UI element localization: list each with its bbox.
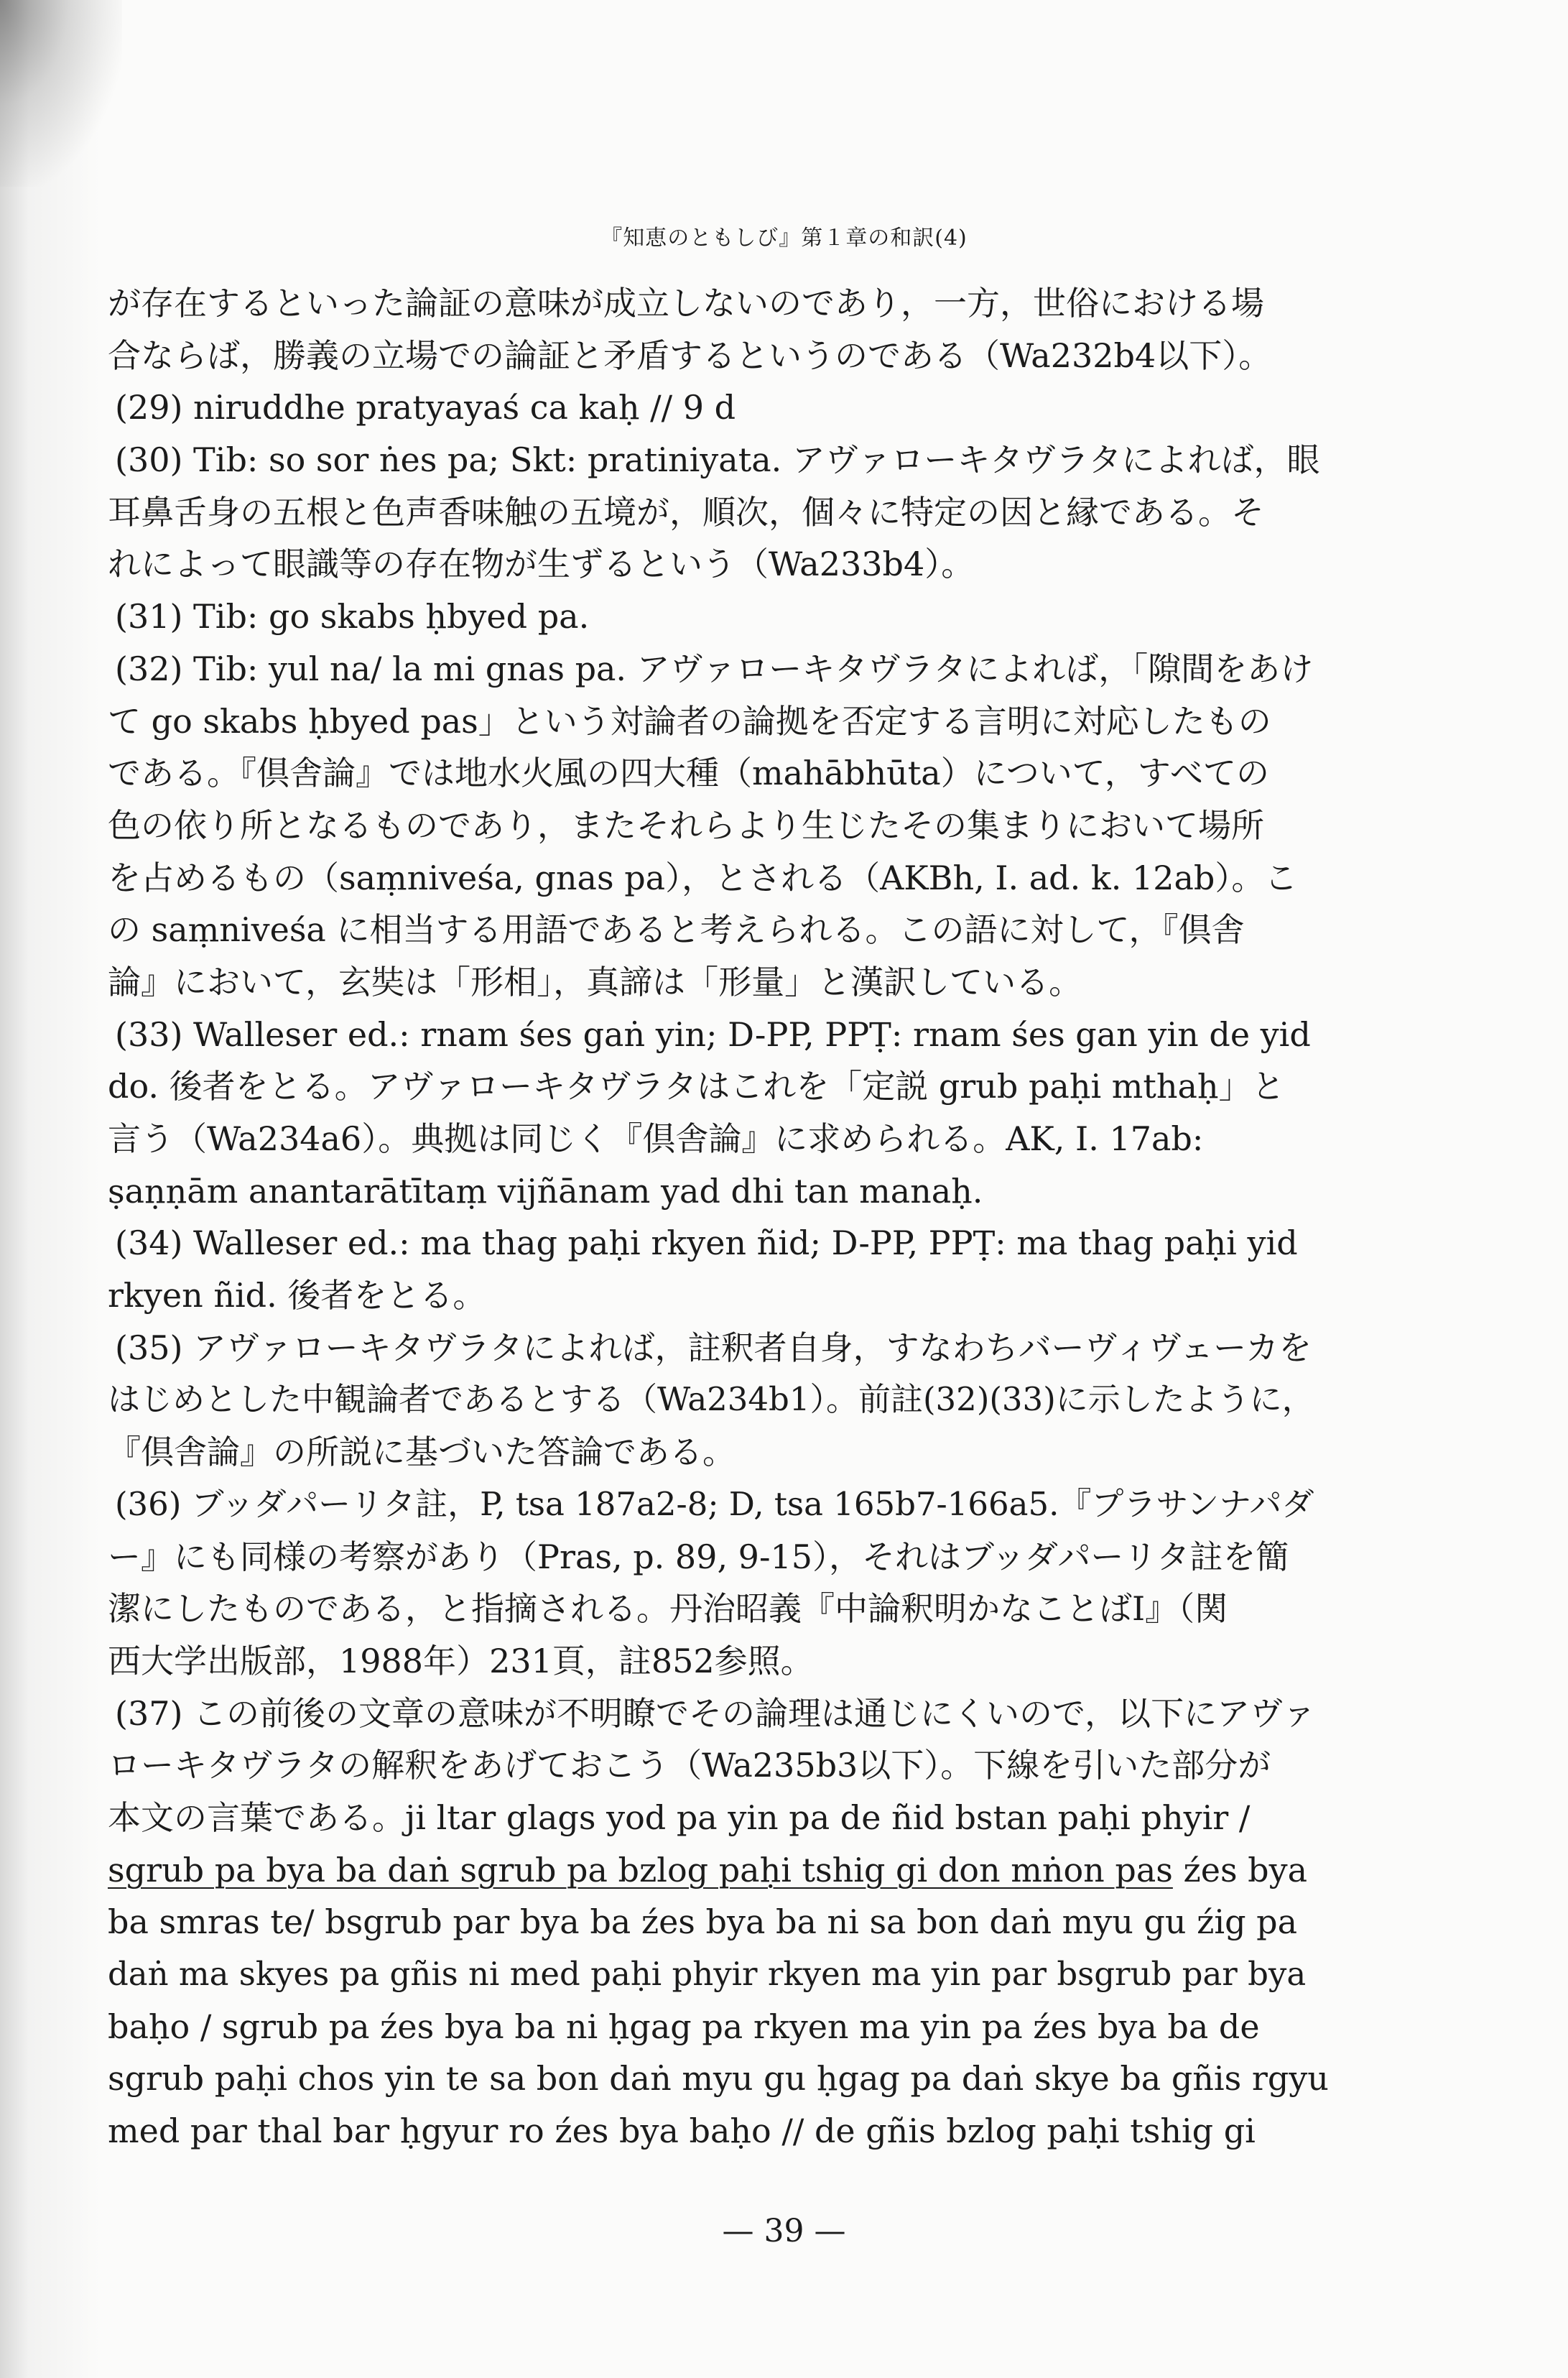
- scan-corner-shadow: [0, 0, 122, 187]
- text-line: 合ならば，勝義の立場での論証と矛盾するというのである（Wa232b4以下）。: [108, 336, 1272, 375]
- note-29: (29) niruddhe pratyayaś ca kaḥ // 9 d: [115, 388, 736, 427]
- text-line: [108, 1844, 1329, 1897]
- text-line: ローキタヴラタの解釈をあげておこう（Wa235b3以下）。下線を引いた部分が: [108, 1746, 1271, 1785]
- text-line: ba smras te/ bsgrub par bya ba źes bya ba ni sa bon daṅ myu gu źig pa: [108, 1902, 1298, 1942]
- text-line: が存在するといった論証の意味が成立しないのであり，一方，世俗における場: [108, 284, 1264, 323]
- text-line: はじめとした中観論者であるとする（Wa234b1）。前註(32)(33)に示したように，: [108, 1380, 1314, 1419]
- text-span: źes bya: [1172, 1850, 1308, 1889]
- text-line: ー』にも同様の考察があり（Pras, p. 89, 9-15），それはブッダパーリタ註を簡: [108, 1537, 1289, 1576]
- text-line: 論』において，玄奘は「形相」，真諦は「形量」と漢訳している。: [108, 962, 1082, 1001]
- note-32: (32) Tib: yul na/ la mi gnas pa. アヴァローキタヴラタによれば，「隙間をあけ: [115, 649, 1314, 688]
- text-line: 西大学出版部，1988年）231頁，註852参照。: [108, 1641, 814, 1680]
- text-line: rkyen ñid. 後者をとる。: [108, 1276, 486, 1315]
- text-line: を占めるもの（saṃniveśa, gnas pa），とされる（AKBh, I. ad. k. 12ab）。こ: [108, 858, 1298, 897]
- text-line: て go skabs ḥbyed pas」という対論者の論拠を否定する言明に対応したもの: [108, 701, 1271, 741]
- text-line: daṅ ma skyes pa gñis ni med paḥi phyir rkyen ma yin par bsgrub par bya: [108, 1955, 1307, 1993]
- text-line: sgrub paḥi chos yin te sa bon daṅ myu gu ḥgag pa daṅ skye ba gñis rgyu: [108, 2059, 1329, 2099]
- note-36: (36) ブッダパーリタ註，P, tsa 187a2-8; D, tsa 165b7-166a5.『プラサンナパダ: [115, 1484, 1314, 1523]
- text-line: 潔にしたものである，と指摘される。丹治昭義『中論釈明かなことばⅠ』（関: [108, 1589, 1228, 1629]
- text-line: 本文の言葉である。ji ltar glags yod pa yin pa de ñid bstan paḥi phyir /: [108, 1798, 1251, 1837]
- running-head: 『知恵のともしび』第１章の和訳(4): [600, 226, 968, 251]
- scan-shadow: [0, 0, 101, 2378]
- note-34: (34) Walleser ed.: ma thag paḥi rkyen ñid; D-PP, PPṬ: ma thag paḥi yid: [115, 1223, 1298, 1263]
- note-31: (31) Tib: go skabs ḥbyed pa.: [115, 597, 590, 637]
- text-line: 言う（Wa234a6）。典拠は同じく『倶舎論』に求められる。AK, I. 17ab:: [108, 1119, 1204, 1158]
- text-line: 『倶舎論』の所説に基づいた答論である。: [108, 1433, 736, 1472]
- page-body: [108, 277, 1329, 2157]
- note-35: (35) アヴァローキタヴラタによれば，註釈者自身，すなわちバーヴィヴェーカを: [115, 1328, 1312, 1367]
- text-line: である。『倶舎論』では地水火風の四大種（mahābhūta）について，すべての: [108, 754, 1269, 793]
- note-37: (37) この前後の文章の意味が不明瞭でその論理は通じにくいので，以下にアヴァ: [115, 1693, 1316, 1733]
- text-line: の saṃniveśa に相当する用語であると考えられる。この語に対して，『倶舎: [108, 910, 1245, 950]
- note-33: (33) Walleser ed.: rnam śes gaṅ yin; D-PP, PPṬ: rnam śes gan yin de yid: [115, 1014, 1311, 1054]
- text-line: 耳鼻舌身の五根と色声香味触の五境が，順次，個々に特定の因と縁である。そ: [108, 492, 1264, 532]
- underlined-root-text: sgrub pa bya ba daṅ sgrub pa bzlog paḥi tshig gi don mṅon pas: [108, 1850, 1173, 1889]
- note-30: (30) Tib: so sor ṅes pa; Skt: pratiniyata. アヴァローキタヴラタによれば，眼: [115, 440, 1320, 480]
- text-line: れによって眼識等の存在物が生ずるという（Wa233b4）。: [108, 545, 975, 584]
- text-line: med par thal bar ḥgyur ro źes bya baḥo // de gñis bzlog paḥi tshig gi: [108, 2111, 1256, 2151]
- text-line: ṣaṇṇām anantarātītaṃ vijñānam yad dhi tan manaḥ.: [108, 1171, 983, 1211]
- text-line: baḥo / sgrub pa źes bya ba ni ḥgag pa rkyen ma yin pa źes bya ba de: [108, 2007, 1260, 2046]
- text-line: do. 後者をとる。アヴァローキタヴラタはこれを「定説 grub paḥi mthaḥ」と: [108, 1067, 1285, 1106]
- text-line: 色の依り所となるものであり，またそれらより生じたその集まりにおいて場所: [108, 805, 1264, 845]
- page-number: — 39 —: [722, 2213, 846, 2249]
